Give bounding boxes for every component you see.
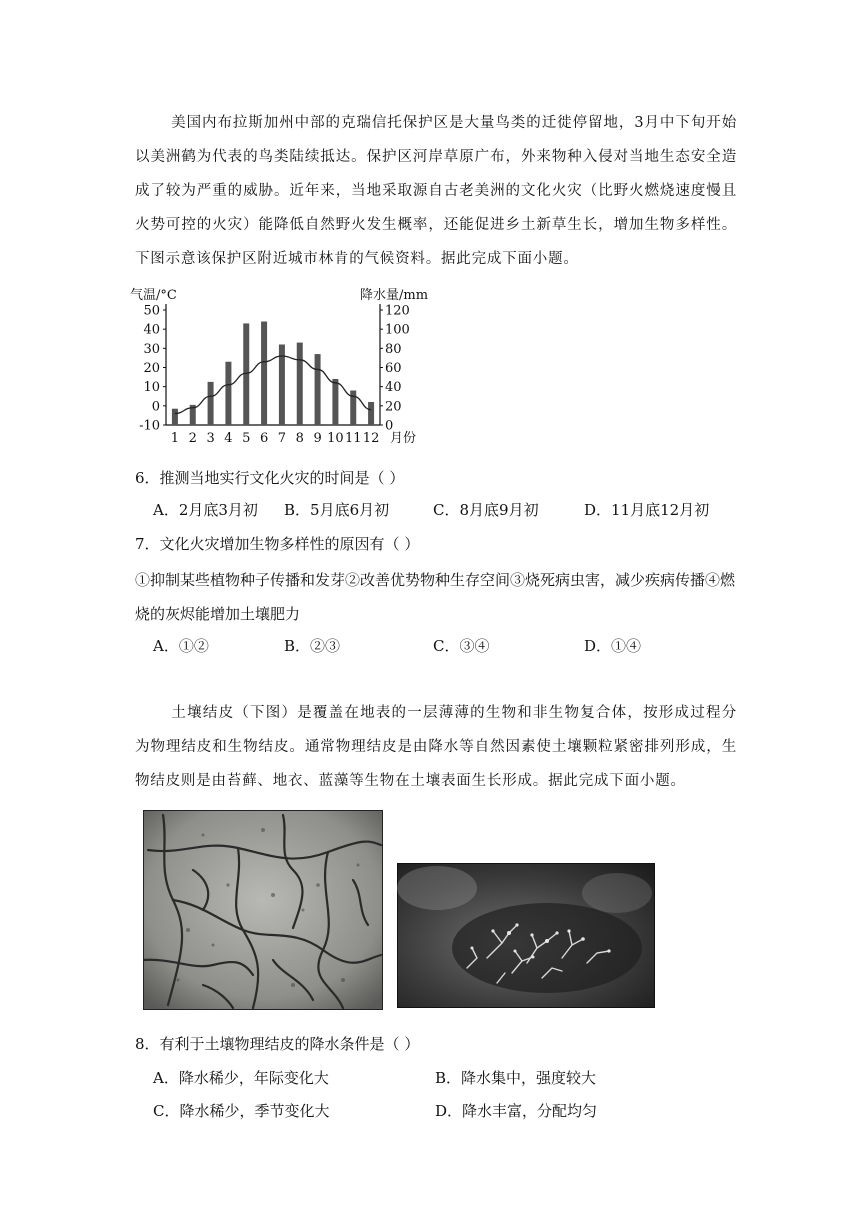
precip-tick-label: 0 — [385, 418, 394, 434]
chart-plot-area — [139, 304, 410, 447]
question-8-option-b[interactable]: B．降水集中，强度较大 — [435, 1069, 597, 1087]
question-7-option-b[interactable]: B．②③ — [284, 637, 341, 655]
precip-bar — [368, 402, 374, 425]
question-8-option-a[interactable]: A．降水稀少，年际变化大 — [153, 1069, 329, 1087]
month-tick-label: 3 — [206, 431, 215, 446]
question-6-option-b[interactable]: B．5月底6月初 — [284, 501, 390, 519]
precip-bar — [172, 409, 178, 425]
month-tick-label: 10 — [327, 431, 344, 446]
question-7-option-d[interactable]: D．①④ — [584, 637, 642, 655]
temp-tick-label: 30 — [143, 341, 160, 357]
precip-tick-label: 80 — [385, 341, 402, 357]
precip-bar — [297, 343, 303, 425]
question-6-stem: 6．推测当地实行文化火灾的时间是（ ） — [135, 469, 405, 487]
month-tick-label: 7 — [277, 431, 287, 446]
passage-1-text: 美国内布拉斯加州中部的克瑞信托保护区是大量鸟类的迁徙停留地，3月中下旬开始以美洲鹤为代表的鸟类陆续抵达。保护区河岸草原广布，外来物种入侵对当地生态安全造成了较为严重的威胁。近年来，当地采取源自古老美洲的文化火灾（比野火燃烧速度慢且火势可控的火灾）能降低自然野火发生概率，还能促进乡土新草生长，增加生物多样性。下图示意该保护区附近城市林肯的气候资料。据此完成下面小题。 — [135, 115, 737, 267]
question-7-option-a[interactable]: A．①② — [153, 637, 209, 655]
precip-tick-label: 40 — [385, 380, 402, 396]
month-tick-label: 12 — [362, 431, 380, 446]
question-8-option-d[interactable]: D．降水丰富，分配均匀 — [435, 1102, 598, 1120]
question-6-option-d[interactable]: D．11月底12月初 — [584, 501, 710, 519]
question-7-option-c[interactable]: C．③④ — [433, 637, 490, 655]
precip-bar — [225, 362, 231, 425]
question-7-statements: ①抑制某些植物种子传播和发芽②改善优势物种生存空间③烧死病虫害，减少疾病传播④燃烧的灰烬能增加土壤肥力 — [135, 571, 736, 623]
month-tick-label: 4 — [224, 431, 233, 446]
x-unit-label: 月份 — [390, 431, 417, 446]
precip-tick-label: 120 — [385, 303, 410, 319]
passage-2 — [135, 696, 737, 798]
month-tick-label: 5 — [242, 431, 251, 446]
temp-tick-label: -10 — [139, 418, 160, 434]
precip-axis-label: 降水量/mm — [360, 288, 428, 303]
question-8-stem: 8．有利于土壤物理结皮的降水条件是（ ） — [135, 1035, 420, 1053]
month-tick-label: 2 — [188, 431, 197, 446]
precip-tick-label: 20 — [385, 399, 402, 415]
precip-bar — [208, 382, 214, 425]
precip-bar — [332, 379, 338, 425]
month-tick-label: 9 — [313, 431, 322, 446]
temp-tick-label: 20 — [143, 361, 160, 376]
temp-axis-label: 气温/°C — [130, 288, 177, 303]
passage-1 — [135, 106, 737, 276]
question-8-option-c[interactable]: C．降水稀少，季节变化大 — [153, 1102, 330, 1120]
temp-line — [175, 356, 371, 414]
temp-tick-label: 40 — [143, 322, 160, 338]
precip-tick-label: 100 — [385, 322, 410, 338]
month-tick-label: 1 — [170, 431, 180, 446]
question-6-option-a[interactable]: A．2月底3月初 — [153, 501, 258, 519]
precip-bar — [315, 354, 321, 425]
month-tick-label: 8 — [295, 431, 304, 446]
precip-bar — [261, 322, 267, 426]
temp-tick-label: 10 — [143, 380, 160, 396]
biological-crust-photo — [397, 863, 655, 1008]
temp-tick-label: 0 — [151, 399, 160, 415]
physical-crust-photo — [143, 810, 383, 1010]
month-tick-label: 11 — [344, 431, 362, 446]
question-6-option-c[interactable]: C．8月底9月初 — [433, 501, 539, 519]
question-7-stem: 7．文化火灾增加生物多样性的原因有（ ） — [135, 535, 420, 553]
climate-chart — [128, 283, 428, 453]
month-tick-label: 6 — [259, 431, 269, 446]
passage-2-text: 土壤结皮（下图）是覆盖在地表的一层薄薄的生物和非生物复合体，按形成过程分为物理结皮和生物结皮。通常物理结皮是由降水等自然因素使土壤颗粒紧密排列形成，生物结皮则是由苔藓、地衣、蓝藻等生物在土壤表面生长形成。据此完成下面小题。 — [135, 705, 737, 789]
temp-tick-label: 50 — [143, 303, 160, 319]
precip-tick-label: 60 — [385, 361, 402, 376]
